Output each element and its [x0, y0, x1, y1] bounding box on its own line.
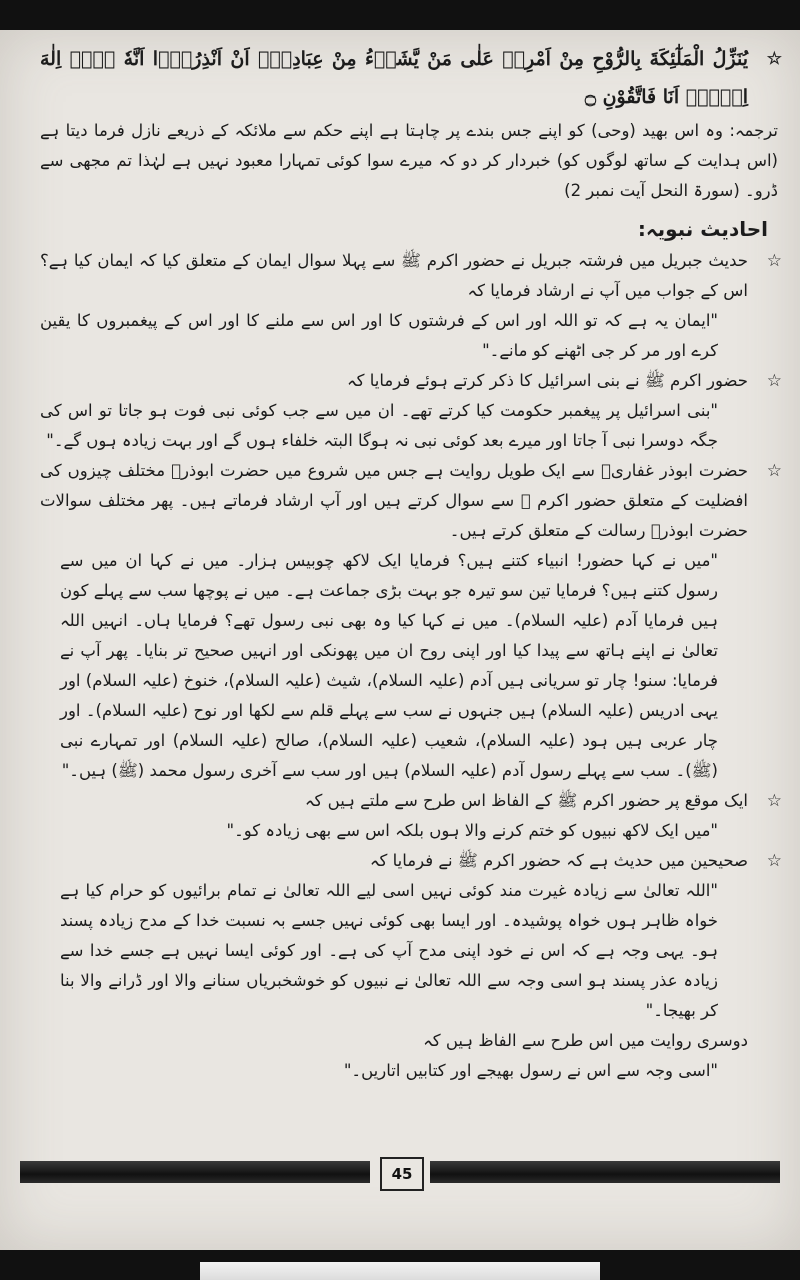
- footer-band-left: [20, 1161, 370, 1183]
- top-black-bar: [0, 0, 800, 30]
- star-icon: ☆: [766, 851, 782, 871]
- page-content: [40, 40, 782, 1086]
- star-icon: ☆: [766, 371, 782, 391]
- star-icon: ☆: [766, 49, 782, 69]
- hadith-item: [40, 456, 782, 546]
- hadith-text: حضرت ابوذر غفاریؓ سے ایک طویل روایت ہے جس میں شروع میں حضرت ابوذرؓ مختلف چیزوں کی افضلیت کے متعلق حضور اکرم ﷺ سے سوال کرتے ہیں اور آپ ارشاد فرماتے ہیں۔ پھر مختلف سوالات حضرت ابوذرؓ رسالت کے متعلق کرتے ہیں۔: [40, 461, 748, 540]
- star-icon: ☆: [766, 791, 782, 811]
- hadith-quote: "ایمان یہ ہے کہ تو اللہ اور اس کے فرشتوں کا اور اس سے ملنے کا اور اس کے پیغمبروں کا یقین کرے اور مر کر جی اٹھنے کو مانے۔": [40, 311, 718, 360]
- star-icon: ☆: [766, 461, 782, 481]
- hadith-quote: "میں ایک لاکھ نبیوں کو ختم کرنے والا ہوں بلکہ اس سے بھی زیادہ کو۔": [226, 821, 718, 840]
- star-icon: ☆: [766, 251, 782, 271]
- bottom-black-bar: [0, 1250, 800, 1280]
- section-heading: احادیث نبویہ:: [637, 217, 768, 241]
- hadith-item: [40, 366, 782, 396]
- next-page-edge: [200, 1262, 600, 1280]
- verse-translation: ترجمہ: وہ اس بھید (وحی) کو اپنے جس بندے پر چاہتا ہے اپنے حکم سے ملائکہ کے ذریعے نازل فرما دیتا ہے (اس ہدایت کے ساتھ لوگوں کو) خبردار کر دو کہ میرے سوا کوئی تمہارا معبود نہیں ہے لہٰذا تم مجھی سے ڈرو۔ (سورۃ النحل آیت نمبر 2): [40, 121, 778, 200]
- hadith-quote: "اللہ تعالیٰ سے زیادہ غیرت مند کوئی نہیں اسی لیے اللہ تعالیٰ نے تمام برائیوں کو حرام کیا ہے خواہ ظاہر ہوں خواہ پوشیدہ۔ اور ایسا بھی کوئی نہیں جسے بہ نسبت خدا کے مدح زیادہ پسند ہو۔ یہی وجہ ہے کہ اس نے خود اپنی مدح آپ کی ہے۔ اور کوئی ایسا نہیں ہے جسے خدا سے زیادہ عذر پسند ہو اسی وجہ سے اللہ تعالیٰ نے نبیوں کو خوشخبریاں سنانے والا اور ڈرانے والا بنا کر بھیجا۔": [60, 881, 718, 1020]
- hadith-item: [40, 846, 782, 876]
- hadith-text: صحیحین میں حدیث ہے کہ حضور اکرم ﷺ نے فرمایا کہ: [369, 851, 748, 870]
- hadith-text: حدیث جبریل میں فرشتہ جبریل نے حضور اکرم ﷺ سے پہلا سوال ایمان کے متعلق کیا کہ ایمان کیا ہے؟ اس کے جواب میں آپ نے ارشاد فرمایا کہ: [40, 251, 748, 300]
- book-page: [0, 30, 800, 1250]
- hadith-quote: "اسی وجہ سے اس نے رسول بھیجے اور کتابیں اتاریں۔": [343, 1061, 718, 1080]
- hadith-item: دوسری روایت میں اس طرح سے الفاظ ہیں کہ: [423, 1031, 748, 1050]
- hadith-text: ایک موقع پر حضور اکرم ﷺ کے الفاظ اس طرح سے ملتے ہیں کہ: [304, 791, 748, 810]
- hadith-text: حضور اکرم ﷺ نے بنی اسرائیل کا ذکر کرتے ہوئے فرمایا کہ: [347, 371, 748, 390]
- footer-band-right: [430, 1161, 780, 1183]
- verse-text: يُنَزِّلُ الْمَلٰٓئِكَةَ بِالرُّوْحِ مِنْ اَمْرِهٖ عَلٰى مَنْ يَّشَاۤءُ مِنْ عِبَادِهٖۤ اَنْ اَنْذِرُوْۤا اَنَّهٗ لَاۤ اِلٰهَ اِلَّاۤ اَنَا فَاتَّقُوْنِ ۝: [40, 48, 748, 108]
- quran-verse: [40, 40, 782, 116]
- hadith-item: [40, 786, 782, 816]
- page-footer: [20, 1153, 780, 1193]
- hadith-quote: "بنی اسرائیل پر پیغمبر حکومت کیا کرتے تھے۔ ان میں سے جب کوئی نبی فوت ہو جاتا تو اس کی جگہ دوسرا نبی آ جاتا اور میرے بعد کوئی نبی نہ ہوگا البتہ خلفاء ہوں گے اور بہت زیادہ ہوں گے۔": [40, 401, 718, 450]
- hadith-item: [40, 246, 782, 306]
- hadith-quote: "میں نے کہا حضور! انبیاء کتنے ہیں؟ فرمایا ایک لاکھ چوبیس ہزار۔ میں نے کہا ان میں سے رسول کتنے ہیں؟ فرمایا تین سو تیرہ جو بہت بڑی جماعت ہے۔ میں نے پوچھا سب سے پہلے کون ہیں فرمایا آدم (علیہ السلام)۔ میں نے کہا کیا وہ بھی نبی رسول تھے؟ فرمایا ہاں۔ انہیں اللہ تعالیٰ نے اپنے ہاتھ سے پیدا کیا اور اپنی روح ان میں پھونکی اور انہیں صحیح تر بنایا۔ پھر آپ نے فرمایا: سنو! چار تو سریانی ہیں آدم (علیہ السلام)، شیث (علیہ السلام)، خنوخ (علیہ السلام) اور یہی ادریس (علیہ السلام) ہیں جنہوں نے سب سے پہلے قلم سے لکھا اور نوح (علیہ السلام)۔ اور چار عربی ہیں ہود (علیہ السلام)، شعیب (علیہ السلام)، صالح (علیہ السلام) اور تمہارے نبی (ﷺ)۔ سب سے پہلے رسول آدم (علیہ السلام) ہیں اور سب سے آخری رسول محمد (ﷺ) ہیں۔": [60, 551, 718, 780]
- page-number: 45: [380, 1157, 424, 1191]
